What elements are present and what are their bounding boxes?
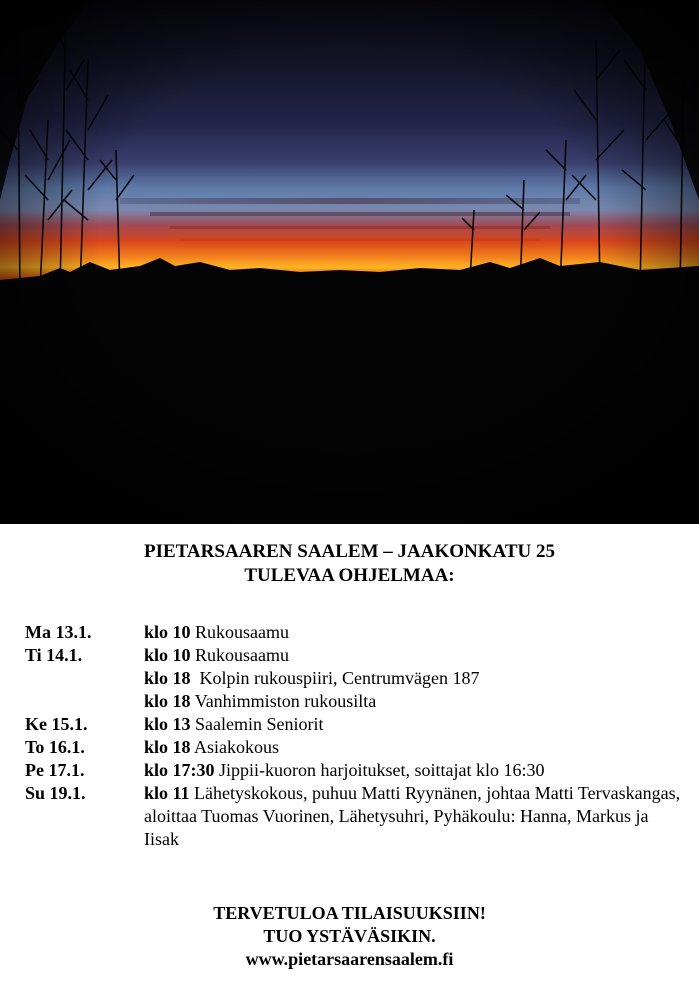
schedule-day: Ke 15.1. — [25, 714, 88, 734]
header-subtitle: TULEVAA OHJELMAA: — [244, 565, 455, 586]
schedule-text: Kolpin rukouspiiri, Centrumvägen 187 — [190, 668, 480, 688]
schedule-time: klo 18 — [144, 737, 191, 757]
schedule-time: klo 10 — [144, 622, 191, 642]
welcome-footer — [0, 902, 699, 971]
schedule-entry — [144, 736, 685, 759]
schedule-entry — [144, 621, 685, 644]
schedule-text: Vanhimmiston rukousilta — [190, 691, 377, 711]
schedule-time: klo 17:30 — [144, 760, 215, 780]
schedule-row — [25, 644, 685, 667]
schedule-text: Lähetyskokous, puhuu Matti Ryynänen, johtaa Matti Tervaskangas, aloittaa Tuomas Vuorinen, Lähetysuhri, Pyhäkoulu: Hanna, Markus ja Iisak — [144, 783, 681, 849]
schedule-row — [25, 621, 685, 644]
schedule-time: klo 10 — [144, 645, 191, 665]
schedule-text: Rukousaamu — [190, 622, 290, 642]
schedule-text: Asiakokous — [190, 737, 280, 757]
schedule-row — [25, 667, 685, 690]
schedule-day: Su 19.1. — [25, 783, 86, 803]
schedule-list — [25, 621, 685, 851]
schedule-entry — [144, 782, 685, 851]
schedule-entry — [144, 713, 685, 736]
schedule-entry — [144, 690, 685, 713]
schedule-time: klo 11 — [144, 783, 190, 803]
schedule-text: Rukousaamu — [190, 645, 290, 665]
bring-friend-text: TUO YSTÄVÄSIKIN. — [263, 926, 436, 946]
welcome-text: TERVETULOA TILAISUUKSIIN! — [213, 903, 486, 923]
schedule-row — [25, 713, 685, 736]
website-link[interactable]: www.pietarsaarensaalem.fi — [245, 949, 454, 969]
schedule-entry — [144, 667, 685, 690]
event-header — [0, 540, 699, 588]
schedule-entry — [144, 644, 685, 667]
schedule-day: Ma 13.1. — [25, 622, 92, 642]
schedule-row — [25, 736, 685, 759]
schedule-entry — [144, 759, 685, 782]
schedule-row — [25, 690, 685, 713]
schedule-text: Jippii-kuoron harjoitukset, soittajat klo 16:30 — [214, 760, 545, 780]
schedule-time: klo 18 — [144, 668, 191, 688]
schedule-row — [25, 759, 685, 782]
schedule-text: Saalemin Seniorit — [190, 714, 324, 734]
schedule-day: Pe 17.1. — [25, 760, 85, 780]
header-title: PIETARSAAREN SAALEM – JAAKONKATU 25 — [144, 541, 555, 562]
schedule-day: To 16.1. — [25, 737, 85, 757]
schedule-day: Ti 14.1. — [25, 645, 83, 665]
schedule-time: klo 13 — [144, 714, 191, 734]
schedule-time: klo 18 — [144, 691, 191, 711]
schedule-row — [25, 782, 685, 851]
